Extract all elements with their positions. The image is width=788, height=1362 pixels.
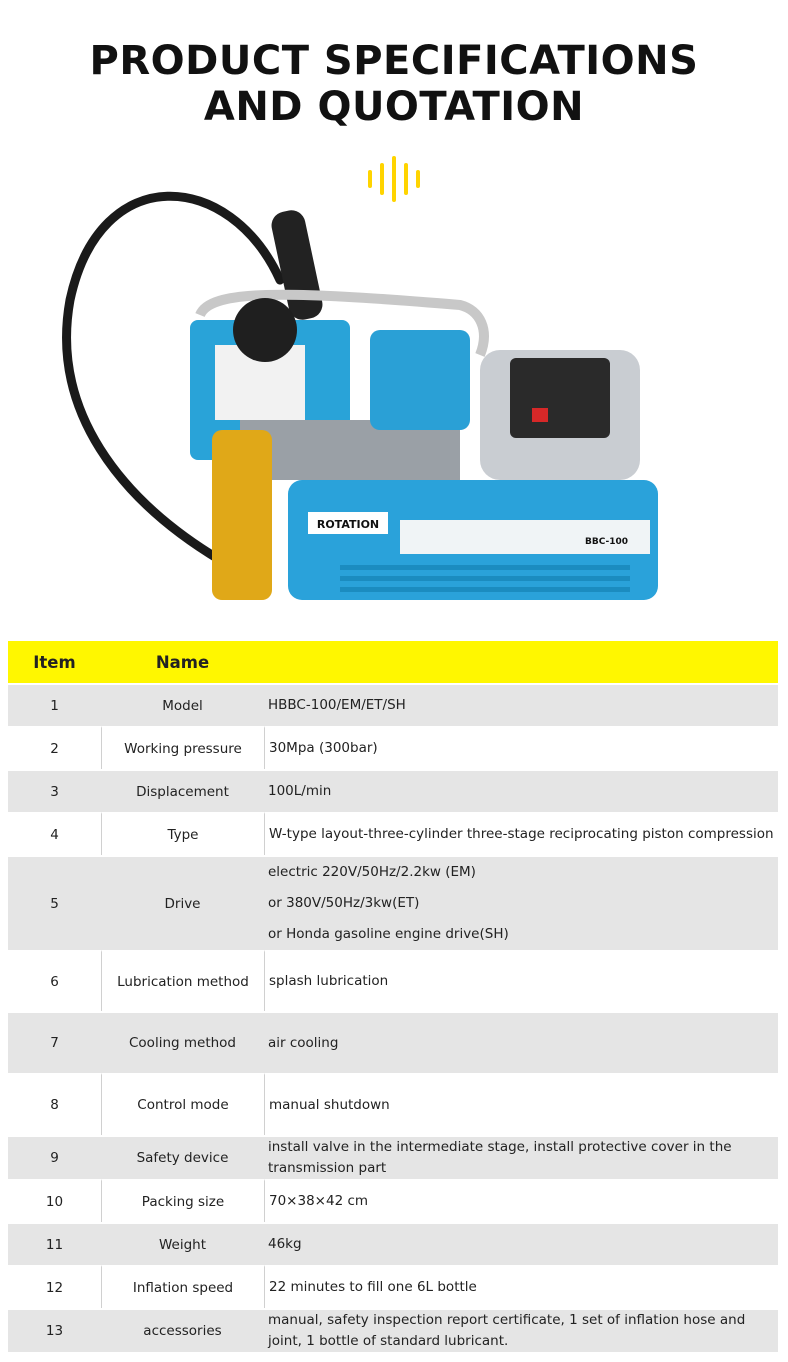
spec-name: Lubrication method — [101, 950, 264, 1011]
item-number: 5 — [8, 855, 101, 950]
table-row — [8, 726, 778, 769]
item-number: 1 — [8, 683, 101, 726]
item-number: 4 — [8, 812, 101, 855]
spec-value — [264, 855, 778, 950]
table-row — [8, 1135, 778, 1179]
column-header-item: Item — [33, 652, 76, 672]
spec-name: Working pressure — [101, 726, 264, 769]
spec-name: Control mode — [101, 1073, 264, 1135]
table-header-row — [8, 641, 778, 683]
spec-name: Weight — [101, 1222, 264, 1265]
table-row — [8, 1073, 778, 1135]
spec-value: 46kg — [264, 1222, 778, 1265]
item-number: 10 — [8, 1179, 101, 1222]
table-row — [8, 683, 778, 726]
table-row — [8, 1308, 778, 1352]
spec-value: splash lubrication — [264, 950, 778, 1011]
item-number: 2 — [8, 726, 101, 769]
spec-value: W-type layout-three-cylinder three-stage reciprocating piston compression — [264, 812, 778, 855]
item-number: 11 — [8, 1222, 101, 1265]
column-header-value — [264, 641, 778, 683]
spec-value: air cooling — [264, 1011, 778, 1073]
page-title — [0, 38, 788, 130]
spec-value: install valve in the intermediate stage, install protective cover in the transmission part — [264, 1135, 778, 1179]
spec-name: Model — [101, 683, 264, 726]
spec-name: Cooling method — [101, 1011, 264, 1073]
spec-name: Packing size — [101, 1179, 264, 1222]
spec-value: 70×38×42 cm — [264, 1179, 778, 1222]
item-number: 13 — [8, 1308, 101, 1352]
spec-value-line: electric 220V/50Hz/2.2kw (EM) — [268, 864, 476, 880]
spec-value-line: or 380V/50Hz/3kw(ET) — [268, 895, 420, 911]
specifications-table — [8, 641, 778, 1352]
table-row — [8, 1179, 778, 1222]
spec-value: HBBC-100/EM/ET/SH — [264, 683, 778, 726]
spec-name: accessories — [101, 1308, 264, 1352]
table-row — [8, 812, 778, 855]
spec-value: 22 minutes to fill one 6L bottle — [264, 1265, 778, 1308]
spec-name: Type — [101, 812, 264, 855]
title-line-1: PRODUCT SPECIFICATIONS — [89, 38, 699, 84]
item-number: 8 — [8, 1073, 101, 1135]
spec-value: manual, safety inspection report certificate, 1 set of inflation hose and joint, 1 bottle of standard lubricant. — [264, 1308, 778, 1352]
spec-name: Displacement — [101, 769, 264, 812]
spec-value: 100L/min — [264, 769, 778, 812]
spec-value-line: or Honda gasoline engine drive(SH) — [268, 926, 509, 942]
table-row — [8, 769, 778, 812]
rotation-label: ROTATION — [316, 518, 380, 531]
table-row — [8, 1222, 778, 1265]
spec-value: 30Mpa (300bar) — [264, 726, 778, 769]
spec-name: Safety device — [101, 1135, 264, 1179]
spec-name: Drive — [101, 855, 264, 950]
model-plate-label: BBC-100 — [585, 537, 629, 547]
table-row — [8, 855, 778, 950]
item-number: 9 — [8, 1135, 101, 1179]
column-header-name: Name — [155, 652, 210, 672]
item-number: 12 — [8, 1265, 101, 1308]
item-number: 7 — [8, 1011, 101, 1073]
air-compressor-image — [40, 180, 740, 620]
table-row — [8, 950, 778, 1011]
spec-name: Inflation speed — [101, 1265, 264, 1308]
table-row — [8, 1011, 778, 1073]
item-number: 6 — [8, 950, 101, 1011]
title-line-2: AND QUOTATION — [203, 84, 585, 130]
table-row — [8, 1265, 778, 1308]
spec-value: manual shutdown — [264, 1073, 778, 1135]
item-number: 3 — [8, 769, 101, 812]
